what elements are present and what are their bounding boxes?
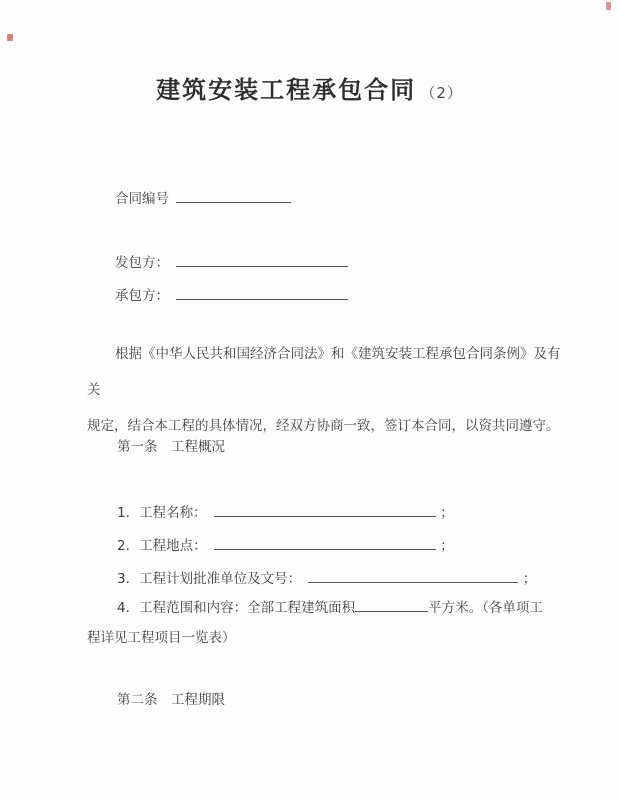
party-b-label: 承包方：: [115, 288, 169, 304]
item-1-label: 1．工程名称：: [117, 505, 207, 521]
page-title-text: 建筑安装工程承包合同: [156, 76, 417, 104]
intro-line-2: 规定，结合本工程的具体情况，经双方协商一致，签订本合同，以资共同遵守。: [87, 418, 560, 434]
item-2-row: [117, 535, 454, 556]
party-a-label: 发包方：: [115, 255, 169, 271]
item-3-label: 3．工程计划批准单位及文号：: [117, 571, 302, 587]
page-title-number: （2）: [420, 84, 463, 102]
item-2-label: 2．工程地点：: [117, 538, 207, 554]
party-a-row: [115, 252, 348, 273]
party-b-blank: [176, 285, 348, 300]
party-b-row: [115, 285, 348, 306]
item-4-prefix: 4．工程范围和内容：全部工程建筑面积: [117, 600, 356, 616]
item-3-suffix: ；: [522, 571, 537, 587]
item-3-blank: [308, 568, 518, 583]
red-corner-mark-top-right: [606, 2, 611, 10]
item-3-row: [117, 568, 536, 589]
item-4-blank: [355, 597, 428, 612]
item-4-suffix: 平方米。（各单项工: [428, 600, 543, 616]
red-corner-mark-top-left: [7, 34, 13, 41]
intro-line-1: 根据《中华人民共和国经济合同法》和《建筑安装工程承包合同条例》及有关: [87, 346, 561, 398]
item-1-suffix: ；: [440, 505, 454, 521]
item-1-blank: [214, 502, 436, 517]
item-1-row: [117, 502, 454, 523]
item-4-line2: 程详见工程项目一览表）: [87, 630, 236, 646]
intro-paragraph: [87, 336, 563, 444]
page-title: [0, 70, 619, 105]
section-2-heading: 第二条 工程期限: [117, 692, 225, 708]
party-a-blank: [176, 252, 348, 267]
contract-number-row: [115, 188, 291, 209]
section-1-heading: 第一条 工程概况: [117, 439, 225, 455]
item-2-blank: [214, 535, 436, 550]
contract-number-label: 合同编号: [115, 191, 169, 207]
contract-number-blank: [176, 188, 291, 203]
item-2-suffix: ；: [440, 538, 454, 554]
item-4-row: [87, 593, 573, 653]
